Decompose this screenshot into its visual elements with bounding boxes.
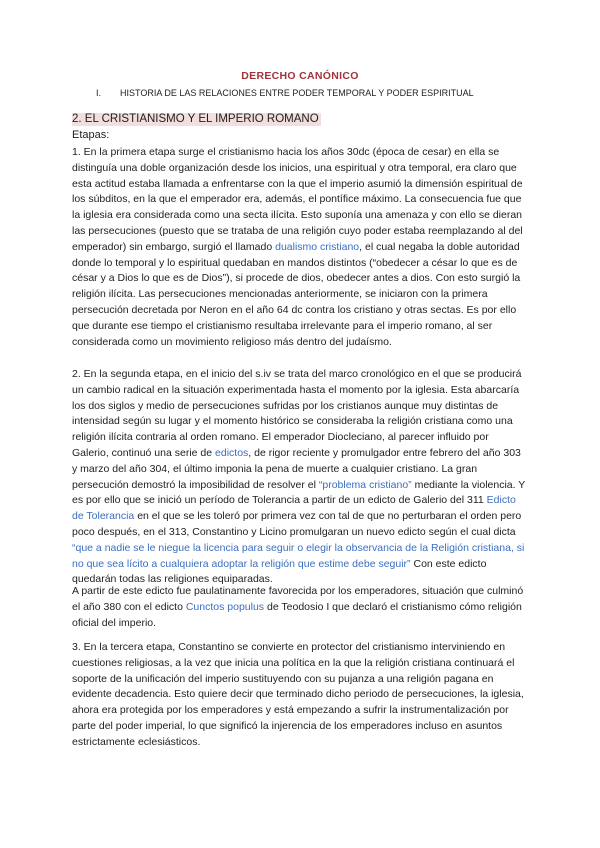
p2-text-e: Con este edicto quedarán todas las religiones equiparadas. xyxy=(72,557,487,586)
subtitle-number: I. xyxy=(96,88,102,98)
section-heading: 2. EL CRISTIANISMO Y EL IMPERIO ROMANO xyxy=(72,113,319,125)
p3-text-b: de Teodosio I que declaró el cristianismo cómo religión oficial del imperio. xyxy=(72,600,522,629)
link-cunctos-populus[interactable]: Cunctos populus xyxy=(185,600,265,613)
paragraph-etapa-2 xyxy=(72,367,528,588)
p2-text-c: mediante la violencia. Y es por ello que se inició un período de Tolerancia a partir de un edicto de Galerio del 311 xyxy=(72,478,526,507)
link-problema-cristiano[interactable]: “problema cristiano” xyxy=(318,478,412,491)
p3-text-a: A partir de este edicto fue paulatinamente favorecida por los emperadores, situación que culminó el año 380 con el edicto xyxy=(72,585,524,613)
p2-text-b: , de rigor reciente y promulgador entre febrero del año 303 y marzo del año 304, el último imponia la pena de muerte a cualquier cristiano. La gran persecución demostró la imposibilidad de resolver el xyxy=(72,446,521,491)
page-title: DERECHO CANÓNICO xyxy=(241,70,359,82)
link-dualismo-cristiano[interactable]: dualismo cristiano xyxy=(275,240,360,253)
p2-text-d: en el que se les toleró por primera vez con tal de que no perturbaran el orden pero poco después, en el 313, Constantino y Licino promulgaran un nuevo edicto según el cual dicta xyxy=(72,510,522,538)
paragraph-etapa-3: 3. En la tercera etapa, Constantino se convierte en protector del cristianismo interviniendo en cuestiones religiosas, a la vez que inicia una política en la que la religión cristiana continuará el soporte de la unificación del imperio sustituyendo con su pujanza a una religión pagana en evidente decadencia. Esto quiere decir que terminado dicho periodo de persecuciones, la iglesia, ahora era protegida por los emperadores y está empezando a sufrir la instrumentalización por parte del poder imperial, lo que significó la injerencia de los emperadores incluso en asuntos estrictamente eclesiásticos. xyxy=(72,641,524,748)
section-subtitle xyxy=(96,88,474,98)
p1-text-a: 1. En la primera etapa surge el cristianismo hacia los años 30dc (época de cesar) en ella se distinguía una doble organización desde los inicios, una espiritual y otra temporal, era claro que esta actitud estaba llamada a enfrentarse con la que el imperio asumió la dimensión espiritual de los súbditos, en la que el emperador era, además, el pontífice máximo. La consecuencia fue que la iglesia era considerada como una secta ilícita. Esto suponía una amenaza y con ello se dieran las persecuciones (puesto que se trataba de una religión cuyo poder estaba reemplazando al del emperador) sin embargo, surgió el llamado xyxy=(72,146,523,253)
link-edictos[interactable]: edictos xyxy=(215,446,249,459)
etapas-label: Etapas: xyxy=(72,129,110,141)
subtitle-text: HISTORIA DE LAS RELACIONES ENTRE PODER TEMPORAL Y PODER ESPIRITUAL xyxy=(120,88,474,98)
p2-text-a: 2. En la segunda etapa, en el inicio del s.iv se trata del marco cronológico en el que se producirá un cambio radical en la situación experimentada hasta el momento por la iglesia. Esta abarcaría los dos siglos y medio de persecuciones sufridas por los cristianos aunque muy distintas de intensidad según su lugar y el momento histórico se consideraba la religión cristiana como una religión ilícita contraria al orden romano. El emperador Diocleciano, al parecer influido por Galerio, continuó una serie de xyxy=(72,368,522,459)
paragraph-edicto xyxy=(72,584,528,631)
link-edicto-tolerancia[interactable]: Edicto de Tolerancia xyxy=(72,494,516,523)
link-cita-edicto[interactable]: “que a nadie se le niegue la licencia para seguir o elegir la observancia de la Religión cristiana, si no que sea lícito a cualquiera adoptar la religión que estime debe seguir” xyxy=(72,541,525,570)
p1-text-b: , el cual negaba la doble autoridad donde lo temporal y lo espiritual quedaban en mandos distintos (“obedecer a césar lo que es de césar y a Dios lo que es de Dios”), si procede de dios, obedecer antes a dios. Con esto surgió la religión ilícita. Las persecuciones mencionadas anteriormente, se iniciaron con la primera persecución decretada por Neron en el año 64 dc contra los cristiano y otras sectas. Es por ello que durante ese tiempo el cristianismo resultaba irrelevante para el imperio romano, al ser considerada como un movimiento religioso más dentro del judaísmo. xyxy=(72,240,521,348)
paragraph-etapa-1 xyxy=(72,145,528,350)
